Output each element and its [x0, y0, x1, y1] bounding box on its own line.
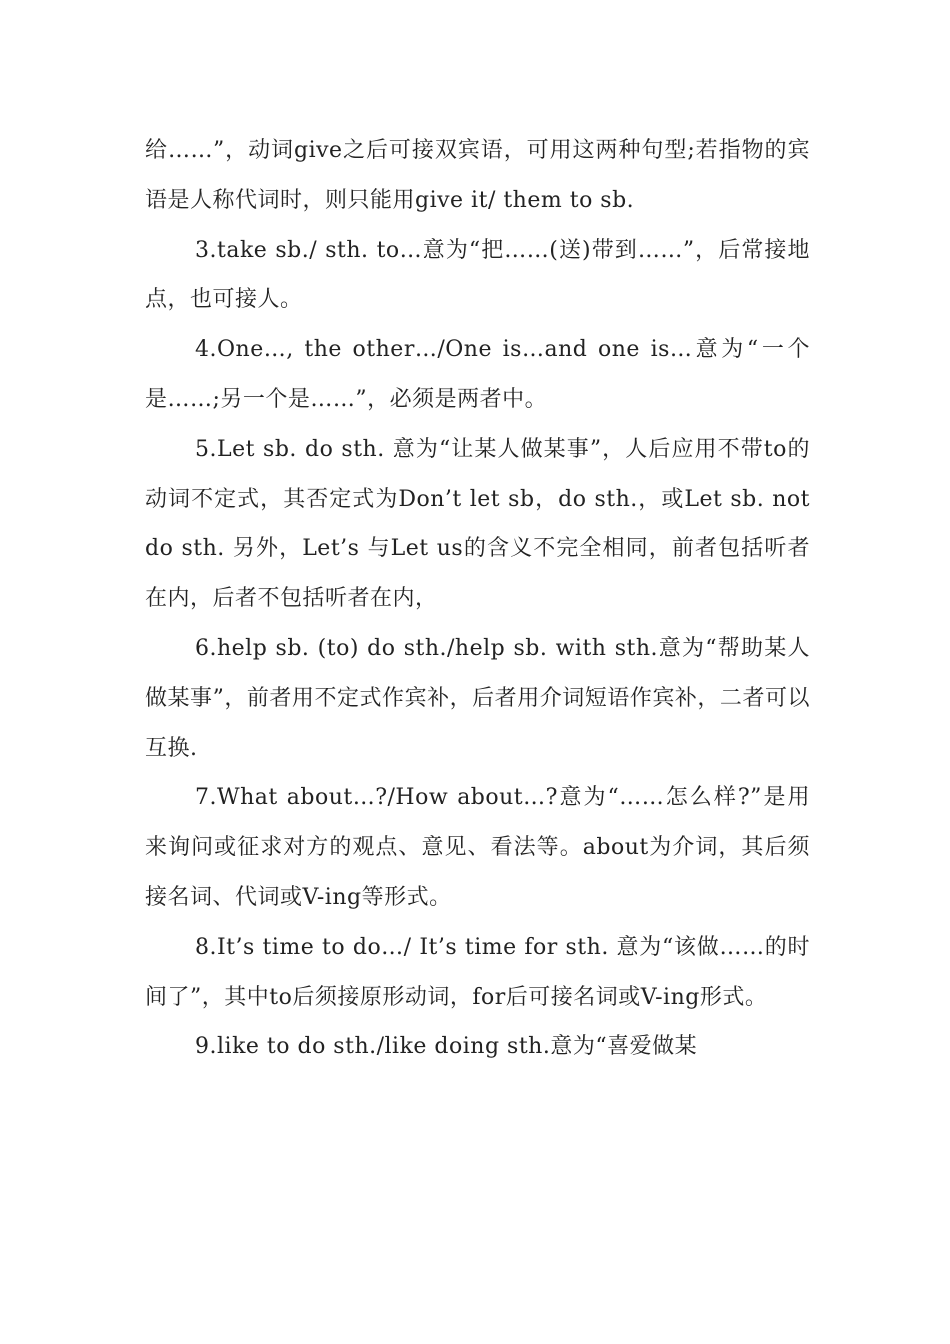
paragraph-give-continuation: 给……”，动词give之后可接双宾语，可用这两种句型;若指物的宾语是人称代词时，则只能用give it/ them to sb. — [145, 138, 810, 213]
document-body — [145, 126, 810, 1072]
paragraph-item-5: 5.Let sb. do sth. 意为“让某人做某事”，人后应用不带to的动词不定式，其否定式为Don’t let sb，do sth.，或Let sb. not do sth. 另外，Let’s 与Let us的含义不完全相同，前者包括听者在内，后者不包括听者在内， — [145, 436, 810, 612]
paragraph-item-6: 6.help sb. (to) do sth./help sb. with sth.意为“帮助某人做某事”，前者用不定式作宾补，后者用介词短语作宾补，二者可以互换. — [145, 635, 810, 761]
paragraph-item-4: 4.One…, the other…/One is…and one is…意为“一个是……;另一个是……”，必须是两者中。 — [145, 337, 810, 412]
paragraph-item-9: 9.like to do sth./like doing sth.意为“喜爱做某 — [195, 1034, 698, 1060]
paragraph-item-8: 8.It’s time to do…/ It’s time for sth. 意为“该做……的时间了”，其中to后须接原形动词，for后可接名词或V-ing形式。 — [145, 934, 810, 1010]
paragraph-item-7: 7.What about…?/How about…?意为“……怎么样?”是用来询问或征求对方的观点、意见、看法等。about为介词，其后须接名词、代词或V-ing等形式。 — [145, 785, 810, 910]
paragraph-item-3: 3.take sb./ sth. to…意为“把……(送)带到……”，后常接地点，也可接人。 — [145, 237, 810, 313]
